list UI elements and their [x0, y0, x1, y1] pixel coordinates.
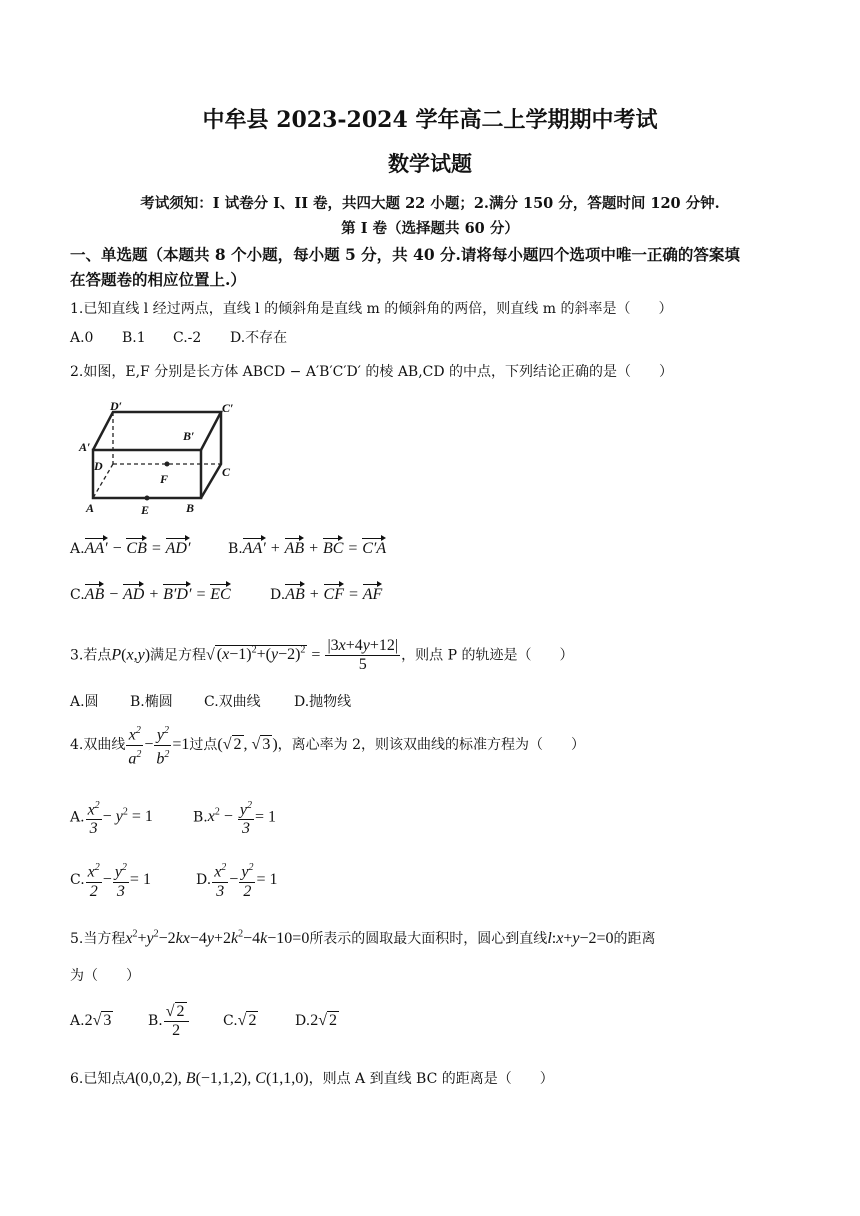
q2-option-a: A.AA′ − CB = AD′: [70, 540, 191, 557]
label-d: D: [94, 459, 103, 473]
cuboid-figure: [76, 398, 246, 516]
q1-option-d: D.不存在: [230, 330, 288, 346]
question-3-stem: 3.若点P(x,y)满足方程√ $(x-1)^2+(y-2)^2$ = $\frac{|3x+4y+12|}{5}$ ，则点 P 的轨迹是（ ）: [70, 636, 574, 673]
section-heading-line1: 一、单选题（本题共 8 个小题，每小题 5 分，共 40 分.请将每小题四个选项中唯一正确的答案填: [70, 245, 740, 264]
label-d-prime: D′: [110, 399, 123, 413]
q3-option-d: D.抛物线: [294, 694, 352, 710]
question-3-options: [70, 691, 351, 711]
q3-option-b: B.椭圆: [130, 694, 173, 710]
q3-option-a: A.圆: [70, 694, 99, 710]
q4-option-b: $B.x^2$ − $\frac{y^2}{3}$ = 1: [193, 790, 276, 836]
label-c-prime: C′: [222, 401, 234, 415]
question-2-stem: 2.如图，E,F 分别是长方体 ABCD − A′B′C′D′ 的棱 AB,CD 的中点，下列结论正确的是（ ）: [70, 364, 674, 380]
question-5-stem-line2: 为（ ）: [70, 968, 140, 984]
q4-option-a: A. $\frac{x^2}{3}$ − $y^2 = 1$: [70, 790, 153, 836]
q2-option-d: D.AB + CF = AF: [270, 586, 383, 603]
q5-option-b: B. $\frac{√ 2}{2}$: [148, 998, 223, 1044]
q4-option-d: D. $\frac{x^2}{3}$ − $\frac{y^2}{2}$ = 1: [196, 857, 277, 903]
question-5-options: [70, 998, 339, 1044]
label-c: C: [222, 465, 231, 479]
q1-option-b: B.1: [122, 330, 146, 346]
label-f: F: [160, 472, 169, 486]
q4-option-c: C. $\frac{x^2}{2}$ − $\frac{y^2}{3}$ = 1: [70, 857, 151, 903]
q2-option-b: B.AA′ + AB + BC = C′A: [228, 540, 387, 557]
q5-option-c: C.√ 2: [223, 1012, 257, 1029]
q2-option-c: C.AB − AD + B′D′ = EC: [70, 586, 231, 603]
question-4-stem: 4.双曲线 $\frac{x^2}{a^2}$ − $\frac{y^2}{b^2}$ =1过点(√ 2 , √ 3 )，离心率为 2，则该双曲线的标准方程为（ ）: [70, 722, 585, 768]
exam-notice: 考试须知：I 试卷分 I、II 卷，共四大题 22 小题；2.满分 150 分，答题时间 120 分钟.: [140, 195, 720, 212]
q5-option-d: D.2√ 2: [295, 1012, 337, 1029]
q3-option-c: C.双曲线: [204, 694, 261, 710]
label-e: E: [141, 503, 150, 516]
q1-option-a: A.0: [70, 330, 94, 346]
part-heading: 第 I 卷（选择题共 60 分）: [341, 220, 519, 237]
exam-subtitle: 数学试题: [388, 151, 472, 176]
q5-option-a: A.2√ 3: [70, 1012, 112, 1029]
label-b-prime: B′: [183, 429, 195, 443]
cuboid-front-face: [93, 450, 201, 498]
cuboid-right-edges: [201, 412, 221, 498]
exam-title: 中牟县 2023-2024 学年高二上学期期中考试: [202, 107, 658, 133]
question-1-options: [70, 327, 287, 347]
question-6-stem: 6.已知点A(0,0,2), B(−1,1,2), C(1,1,0)，则点 A 到直线 BC 的距离是（ ）: [70, 1070, 554, 1087]
point-e: [145, 496, 150, 501]
question-1-stem: 1.已知直线 l 经过两点，直线 l 的倾斜角是直线 m 的倾斜角的两倍，则直线 m 的斜率是（ ）: [70, 301, 673, 317]
point-f: [165, 462, 170, 467]
question-5-stem: 5.当方程$x^2+y^2-2kx-4y+2k^2-4k-10=0$所表示的圆取最大面积时，圆心到直线l:x+y−2=0的距离: [70, 928, 656, 947]
section-heading-line2: 在答题卷的相应位置上.）: [70, 270, 246, 289]
cuboid-top-edges: [93, 412, 221, 450]
label-a-prime: A′: [79, 440, 91, 454]
label-b: B: [186, 501, 195, 515]
q1-option-c: C.-2: [173, 330, 202, 346]
label-a: A: [86, 501, 95, 515]
